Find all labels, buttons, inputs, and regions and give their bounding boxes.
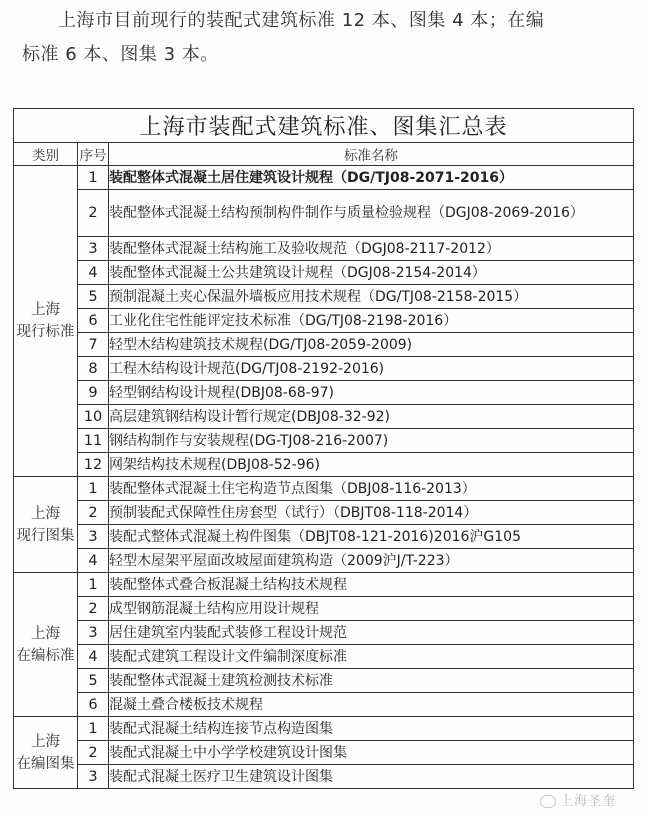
table-row [14, 765, 634, 789]
standard-name-cell: 混凝土叠合楼板技术规程 [109, 693, 634, 717]
category-line: 现行标准 [16, 324, 75, 340]
table-row [14, 693, 634, 717]
table-row [14, 429, 634, 453]
index-cell: 4 [78, 549, 109, 573]
table-row [14, 621, 634, 645]
watermark-text: 上海圣奎 [560, 794, 617, 809]
standard-name-cell: 装配式混凝土医疗卫生建筑设计图集 [109, 765, 634, 789]
index-cell: 1 [78, 477, 109, 501]
standard-name-cell: 装配整体式混凝土结构预制构件制作与质量检验规程（DGJ08-2069-2016） [109, 190, 634, 237]
intro-paragraph [22, 4, 637, 72]
category-line: 现行图集 [16, 527, 75, 544]
standard-name-cell: 预制装配式保障性住房套型（试行）（DBJT08-118-2014） [109, 501, 634, 525]
standard-name-cell: 轻型木屋架平屋面改坡屋面建筑构造（2009沪J/T-223） [109, 549, 634, 573]
standards-summary-table [13, 108, 634, 789]
standard-name-cell: 网架结构技术规程(DBJ08-52-96) [109, 453, 634, 477]
category-line: 在编图集 [16, 755, 75, 772]
index-cell: 6 [78, 693, 109, 717]
standard-name-cell: 装配整体式叠合板混凝土结构技术规程 [109, 573, 634, 597]
table-row [14, 453, 634, 477]
index-cell: 10 [78, 405, 109, 429]
index-cell: 3 [78, 237, 109, 261]
standard-name-cell: 预制混凝土夹心保温外墙板应用技术规程（DG/TJ08-2158-2015） [109, 285, 634, 309]
header-index: 序号 [78, 143, 109, 166]
category-line: 上海 [31, 733, 60, 750]
standard-name-cell: 装配整体式混凝土建筑检测技术标准 [109, 669, 634, 693]
standard-name-cell: 装配式整体式混凝土构件图集（DBJT08-121-2016)2016沪G105 [109, 525, 634, 549]
standard-name-cell: 高层建筑钢结构设计暂行规定(DBJ08-32-92) [109, 405, 634, 429]
table-row [14, 741, 634, 765]
category-cell [14, 166, 78, 477]
standard-name-cell: 成型钢筋混凝土结构应用设计规程 [109, 597, 634, 621]
table-row [14, 477, 634, 501]
category-cell [14, 573, 78, 717]
standard-name-cell: 装配整体式混凝土居住建筑设计规程（DG/TJ08-2071-2016） [109, 166, 634, 190]
table-row [14, 717, 634, 741]
index-cell: 9 [78, 381, 109, 405]
table-row [14, 549, 634, 573]
index-cell: 2 [78, 597, 109, 621]
standard-name-cell: 装配整体式混凝土结构施工及验收规范（DGJ08-2117-2012） [109, 237, 634, 261]
table-row [14, 309, 634, 333]
index-cell: 4 [78, 261, 109, 285]
category-line: 上海 [31, 302, 60, 318]
table-row [14, 405, 634, 429]
standard-name-cell: 装配式建筑工程设计文件编制深度标准 [109, 645, 634, 669]
index-cell: 1 [78, 573, 109, 597]
index-cell: 3 [78, 621, 109, 645]
standard-name-cell: 轻型木结构建筑技术规程(DG/TJ08-2059-2009) [109, 333, 634, 357]
index-cell: 8 [78, 357, 109, 381]
table-row [14, 237, 634, 261]
table-row [14, 669, 634, 693]
index-cell: 7 [78, 333, 109, 357]
standard-name-cell: 装配式混凝土结构连接节点构造图集 [109, 717, 634, 741]
table-row [14, 501, 634, 525]
table-row [14, 573, 634, 597]
index-cell: 3 [78, 765, 109, 789]
table-row [14, 381, 634, 405]
standard-name-cell: 钢结构制作与安装规程(DG-TJ08-216-2007) [109, 429, 634, 453]
index-cell: 2 [78, 741, 109, 765]
table-row [14, 597, 634, 621]
index-cell: 4 [78, 645, 109, 669]
table-row [14, 525, 634, 549]
table-row [14, 645, 634, 669]
table-body [14, 166, 634, 789]
table-title: 上海市装配式建筑标准、图集汇总表 [14, 109, 634, 143]
category-cell [14, 717, 78, 789]
standard-name-cell: 装配整体式混凝土住宅构造节点图集（DBJ08-116-2013） [109, 477, 634, 501]
index-cell: 5 [78, 669, 109, 693]
index-cell: 12 [78, 453, 109, 477]
table-row [14, 190, 634, 237]
intro-line-2: 标准 6 本、图集 3 本。 [22, 44, 219, 65]
index-cell: 2 [78, 190, 109, 237]
table-row [14, 166, 634, 190]
category-line: 上海 [31, 625, 60, 642]
index-cell: 5 [78, 285, 109, 309]
index-cell: 6 [78, 309, 109, 333]
category-cell [14, 477, 78, 573]
category-line: 在编标准 [16, 647, 75, 664]
standard-name-cell: 工程木结构设计规范(DG/TJ08-2192-2016) [109, 357, 634, 381]
wechat-icon [540, 795, 556, 808]
standard-name-cell: 装配整体式混凝土公共建筑设计规程（DGJ08-2154-2014） [109, 261, 634, 285]
standard-name-cell: 装配式混凝土中小学学校建筑设计图集 [109, 741, 634, 765]
index-cell: 3 [78, 525, 109, 549]
header-category: 类别 [14, 143, 78, 166]
category-line: 上海 [31, 505, 60, 522]
table-row [14, 357, 634, 381]
index-cell: 1 [78, 717, 109, 741]
table-row [14, 285, 634, 309]
index-cell: 1 [78, 166, 109, 190]
index-cell: 11 [78, 429, 109, 453]
standard-name-cell: 轻型钢结构设计规程(DBJ08-68-97) [109, 381, 634, 405]
standard-name-cell: 工业化住宅性能评定技术标准（DG/TJ08-2198-2016） [109, 309, 634, 333]
table-header-row [14, 143, 634, 166]
header-name: 标准名称 [109, 143, 634, 166]
index-cell: 2 [78, 501, 109, 525]
intro-line-1: 上海市目前现行的装配式建筑标准 12 本、图集 4 本；在编 [58, 10, 545, 31]
standard-name-cell: 居住建筑室内装配式装修工程设计规范 [109, 621, 634, 645]
watermark [540, 790, 616, 809]
table-row [14, 261, 634, 285]
table-row [14, 333, 634, 357]
